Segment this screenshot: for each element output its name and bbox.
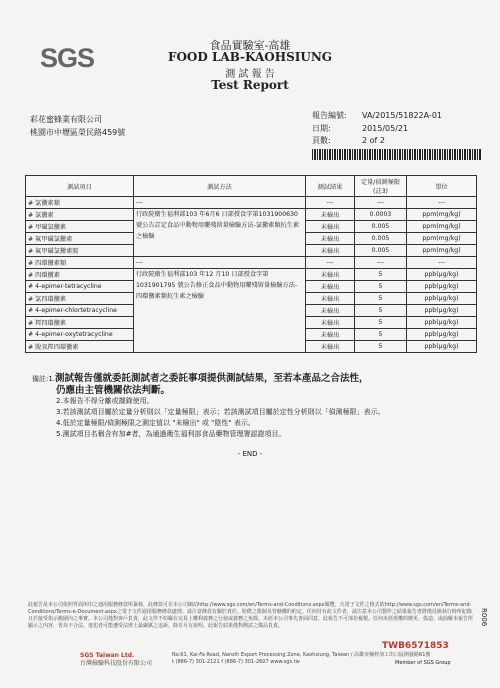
row-unit: ppm(mg/kg)	[407, 209, 477, 221]
customer-name: 彩花蜜蜂業有限公司	[30, 115, 102, 124]
row-unit: ppb(μg/kg)	[407, 317, 477, 329]
note-prefix: 備註:1.	[32, 375, 56, 383]
row-item: # 甲磺氯黴素	[26, 221, 134, 233]
barcode	[312, 149, 482, 160]
row-result: 未檢出	[306, 329, 355, 341]
company-block	[80, 652, 152, 668]
row-limit: 0.0003	[355, 209, 407, 221]
row-limit: 5	[355, 293, 407, 305]
row-limit: 5	[355, 341, 407, 353]
row-result: 未檢出	[306, 209, 355, 221]
row-limit: 0.005	[355, 233, 407, 245]
row-unit: ---	[407, 197, 477, 209]
row-method-dash: ---	[134, 257, 306, 269]
row-item: # 羥四環黴素	[26, 317, 134, 329]
row-unit: ppb(μg/kg)	[407, 329, 477, 341]
reference-number: TWB6571853	[382, 641, 449, 651]
col-header-item: 測試項目	[26, 176, 134, 197]
col-header-method: 測試方法	[134, 176, 306, 197]
row-unit: ppb(μg/kg)	[407, 269, 477, 281]
row-result: ---	[306, 257, 355, 269]
row-result: 未檢出	[306, 317, 355, 329]
company-name-cn: 台灣檢驗科技股份有限公司	[80, 660, 153, 667]
member-of-sgs: Member of SGS Group	[395, 660, 451, 666]
note-1a: 測試報告僅就委託測試者之委託事項提供測試結果，至若本產品之合法性，	[55, 373, 369, 384]
table-row	[26, 269, 477, 281]
row-unit: ppm(mg/kg)	[407, 233, 477, 245]
row-result: 未檢出	[306, 341, 355, 353]
results-table	[25, 175, 477, 353]
row-unit: ppb(μg/kg)	[407, 341, 477, 353]
report-meta	[312, 110, 442, 148]
report-pages-label: 頁數:	[312, 136, 331, 145]
row-limit: 5	[355, 281, 407, 293]
report-date: 2015/05/21	[362, 123, 409, 133]
row-result: 未檢出	[306, 269, 355, 281]
method-tetracycline: 行政院衛生福利部103 年12 月10 日部授食字第1031901795 號公告修正食品中動物用藥殘留量檢驗方法-四環黴素類抗生素之檢驗	[134, 269, 306, 353]
row-item: # 氯黴素類	[26, 197, 134, 209]
row-limit: 5	[355, 305, 407, 317]
col-header-result: 測試結果	[306, 176, 355, 197]
lab-name-cn: 食品實驗室-高雄	[209, 39, 291, 52]
report-date-label: 日期:	[312, 123, 331, 133]
col-header-limit: 定量/偵測極限(註3)	[355, 176, 407, 197]
row-item: # 4-epimer-chlortetracycline	[26, 305, 134, 317]
company-address: No.61, Kai-Fa Road, Nanzih Export Processing Zone, Kaohsiung, Taiwan / 高雄市楠梓加工出口區開發路61號	[172, 652, 431, 658]
customer-address: 桃園市中壢區榮民路459號	[30, 128, 126, 137]
lab-name-en: FOOD LAB-KAOHSIUNG	[167, 50, 333, 64]
row-unit: ppm(mg/kg)	[407, 245, 477, 257]
customer-block	[30, 113, 125, 139]
report-pages: 2 of 2	[362, 136, 385, 145]
method-chloramphenicol: 行政院衛生福利部103 年6月6 日部授食字第1031900630 號公告訂定食品中動物用藥殘留量檢驗方法-氯黴素類抗生素之檢驗	[134, 209, 306, 257]
end-marker: - END -	[237, 450, 263, 458]
row-limit: 5	[355, 269, 407, 281]
row-limit: 0.005	[355, 245, 407, 257]
row-item: # 4-epimer-tetracycline	[26, 281, 134, 293]
report-number-label: 報告編號:	[312, 111, 347, 120]
row-unit: ppm(mg/kg)	[407, 221, 477, 233]
row-limit: 5	[355, 329, 407, 341]
notes-block	[32, 373, 385, 440]
row-unit: ppb(μg/kg)	[407, 305, 477, 317]
table-row	[26, 197, 477, 209]
row-item: # 氯黴素	[26, 209, 134, 221]
company-phone: t (886-7) 301-2121 f (886-7) 301-2607 www.sgs.tw	[172, 659, 300, 665]
row-unit: ppb(μg/kg)	[407, 281, 477, 293]
side-code: R006	[480, 608, 488, 627]
row-limit: 0.005	[355, 221, 407, 233]
row-item: # 4-epimer-oxytetracycline	[26, 329, 134, 341]
row-limit: ---	[355, 197, 407, 209]
row-result: 未檢出	[306, 233, 355, 245]
note-3: 3.若該測試項目屬於定量分析則以「定量極限」表示；若該測試項目屬於定性分析則以「偵測極限」表示。	[56, 408, 385, 416]
row-item: # 脫氧羥四環黴素	[26, 341, 134, 353]
row-unit: ppb(μg/kg)	[407, 293, 477, 305]
note-1b: 仍應由主管機關依法判斷。	[56, 385, 171, 396]
row-result: ---	[306, 197, 355, 209]
row-result: 未檢出	[306, 245, 355, 257]
note-4: 4.低於定量極限/偵測極限之測定值以 "未檢出" 或 "陰性" 表示。	[56, 419, 255, 427]
col-header-unit: 單位	[407, 176, 477, 197]
note-2: 2.本報告不得分離或擷錄使用。	[56, 397, 154, 405]
row-item: # 氟甲磺氯黴素胺	[26, 245, 134, 257]
table-header-row	[26, 176, 477, 197]
row-item: # 氯四環黴素	[26, 293, 134, 305]
row-unit: ---	[407, 257, 477, 269]
row-result: 未檢出	[306, 293, 355, 305]
row-result: 未檢出	[306, 221, 355, 233]
report-title-en: Test Report	[211, 78, 289, 92]
table-row	[26, 257, 477, 269]
row-result: 未檢出	[306, 305, 355, 317]
table-row	[26, 209, 477, 221]
report-title-cn: 測 試 報 告	[225, 69, 275, 80]
sgs-logo: SGS	[40, 43, 95, 73]
row-item: # 四環黴素類	[26, 257, 134, 269]
row-item: # 四環黴素	[26, 269, 134, 281]
note-5: 5.測試項目名稱含有加#者，為通過衛生福利部食品藥物管理署認證項目。	[56, 430, 286, 438]
terms-text: 此報告是本公司依照背面所印之通用服務條款所簽發，此條款可在本公司網站http://www.sgs.com/en/Terms-and-Conditions.aspx閱覽，凡電子文件之格式依http://www.sgs.com/en/Terms-and-Conditions/Terms-e-Document.aspx之電子文件通用服務條款處理。請注意條款有關於責任、賠償之限制及管轄權的約定。任何持有此文件者，請注意本公司製作之結果報告書將僅反映執行時所紀錄且於接受指示範圍內之事實。本公司僅對客戶負責，此文件不妨礙在交易上權利義務之行使或義務之免除。未經本公司事先書面同意，此報告不可部份複製。任何未經授權的變更、偽造、或曲解本報告所顯示之內容，皆為不合法，違犯者可能遭受法律上最嚴厲之追訴。除非另有說明，此報告結果僅對測試之樣品負責。	[28, 602, 474, 629]
report-number: VA/2015/51822A-01	[362, 111, 442, 120]
row-item: # 氟甲磺氯黴素	[26, 233, 134, 245]
row-result: 未檢出	[306, 281, 355, 293]
address-block	[172, 652, 430, 666]
row-method-dash: ---	[134, 197, 306, 209]
company-name: SGS Taiwan Ltd.	[80, 652, 135, 659]
row-limit: 5	[355, 317, 407, 329]
row-limit: ---	[355, 257, 407, 269]
